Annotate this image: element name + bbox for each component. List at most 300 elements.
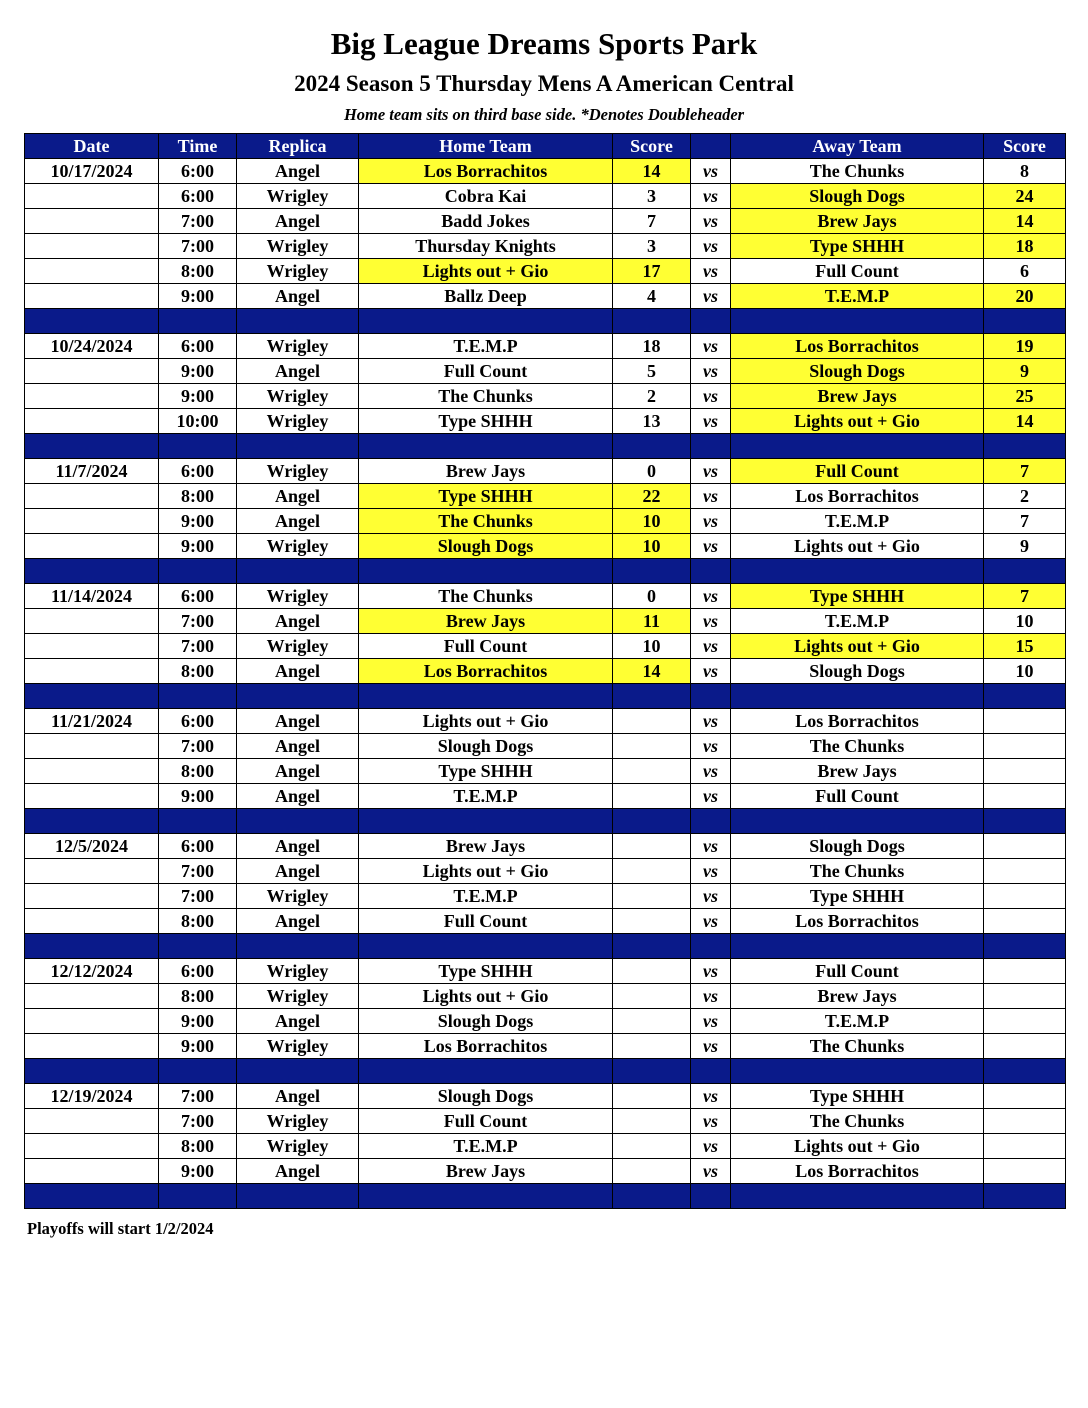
separator-cell xyxy=(159,434,237,459)
table-row xyxy=(25,1159,1066,1184)
away-team-cell: Brew Jays xyxy=(731,984,984,1009)
vs-cell: vs xyxy=(691,709,731,734)
date-cell xyxy=(25,759,159,784)
separator-cell xyxy=(731,809,984,834)
date-cell xyxy=(25,1134,159,1159)
table-row xyxy=(25,634,1066,659)
vs-cell: vs xyxy=(691,184,731,209)
separator-cell xyxy=(237,309,359,334)
separator-cell xyxy=(159,809,237,834)
table-row xyxy=(25,1134,1066,1159)
separator-cell xyxy=(237,434,359,459)
time-cell: 9:00 xyxy=(159,384,237,409)
replica-cell: Angel xyxy=(237,759,359,784)
separator-cell xyxy=(984,1184,1066,1209)
replica-cell: Angel xyxy=(237,284,359,309)
column-header-time: Time xyxy=(159,134,237,159)
separator-cell xyxy=(159,1059,237,1084)
separator-cell xyxy=(731,1184,984,1209)
away-team-cell: Los Borrachitos xyxy=(731,709,984,734)
separator-cell xyxy=(237,1059,359,1084)
separator-cell xyxy=(359,809,613,834)
schedule-table xyxy=(24,133,1066,1209)
time-cell: 9:00 xyxy=(159,509,237,534)
table-row xyxy=(25,234,1066,259)
date-cell: 12/12/2024 xyxy=(25,959,159,984)
home-team-cell: Lights out + Gio xyxy=(359,709,613,734)
separator-cell xyxy=(237,684,359,709)
week-separator-row xyxy=(25,809,1066,834)
away-score-cell: 14 xyxy=(984,409,1066,434)
replica-cell: Wrigley xyxy=(237,259,359,284)
time-cell: 7:00 xyxy=(159,634,237,659)
away-team-cell: Slough Dogs xyxy=(731,659,984,684)
separator-cell xyxy=(359,559,613,584)
week-separator-row xyxy=(25,1059,1066,1084)
home-team-cell: Cobra Kai xyxy=(359,184,613,209)
replica-cell: Wrigley xyxy=(237,409,359,434)
home-team-cell: Full Count xyxy=(359,909,613,934)
vs-cell: vs xyxy=(691,384,731,409)
separator-cell xyxy=(359,1184,613,1209)
away-score-cell: 6 xyxy=(984,259,1066,284)
vs-cell: vs xyxy=(691,609,731,634)
separator-cell xyxy=(25,434,159,459)
separator-cell xyxy=(237,559,359,584)
away-team-cell: The Chunks xyxy=(731,734,984,759)
home-score-cell: 17 xyxy=(613,259,691,284)
away-score-cell: 9 xyxy=(984,359,1066,384)
page-subtitle: 2024 Season 5 Thursday Mens A American Central xyxy=(294,71,794,96)
column-header-vs xyxy=(691,134,731,159)
away-score-cell: 7 xyxy=(984,509,1066,534)
replica-cell: Angel xyxy=(237,1009,359,1034)
home-team-cell: Full Count xyxy=(359,634,613,659)
home-team-cell: Lights out + Gio xyxy=(359,859,613,884)
time-cell: 8:00 xyxy=(159,259,237,284)
separator-cell xyxy=(984,809,1066,834)
home-score-cell xyxy=(613,759,691,784)
table-row xyxy=(25,259,1066,284)
home-score-cell: 0 xyxy=(613,584,691,609)
home-score-cell: 22 xyxy=(613,484,691,509)
home-team-cell: Slough Dogs xyxy=(359,734,613,759)
vs-cell: vs xyxy=(691,984,731,1009)
time-cell: 7:00 xyxy=(159,859,237,884)
away-score-cell xyxy=(984,1034,1066,1059)
table-row xyxy=(25,659,1066,684)
replica-cell: Wrigley xyxy=(237,584,359,609)
home-team-cell: The Chunks xyxy=(359,384,613,409)
page-title: Big League Dreams Sports Park xyxy=(330,26,758,61)
vs-cell: vs xyxy=(691,959,731,984)
schedule-body xyxy=(25,159,1066,1209)
separator-cell xyxy=(159,309,237,334)
away-score-cell: 10 xyxy=(984,659,1066,684)
date-cell xyxy=(25,534,159,559)
home-score-cell xyxy=(613,859,691,884)
table-row xyxy=(25,509,1066,534)
separator-cell xyxy=(731,309,984,334)
home-score-cell xyxy=(613,734,691,759)
table-row xyxy=(25,409,1066,434)
home-score-cell xyxy=(613,1109,691,1134)
time-cell: 7:00 xyxy=(159,884,237,909)
week-separator-row xyxy=(25,684,1066,709)
table-row xyxy=(25,759,1066,784)
away-score-cell: 19 xyxy=(984,334,1066,359)
separator-cell xyxy=(613,1184,691,1209)
date-cell xyxy=(25,234,159,259)
home-score-cell: 10 xyxy=(613,509,691,534)
time-cell: 7:00 xyxy=(159,1084,237,1109)
away-team-cell: The Chunks xyxy=(731,1034,984,1059)
away-team-cell: Brew Jays xyxy=(731,759,984,784)
away-team-cell: Slough Dogs xyxy=(731,834,984,859)
separator-cell xyxy=(359,434,613,459)
away-team-cell: The Chunks xyxy=(731,159,984,184)
time-cell: 6:00 xyxy=(159,584,237,609)
away-team-cell: Lights out + Gio xyxy=(731,634,984,659)
home-team-cell: Brew Jays xyxy=(359,609,613,634)
replica-cell: Wrigley xyxy=(237,459,359,484)
vs-cell: vs xyxy=(691,334,731,359)
home-score-cell xyxy=(613,1084,691,1109)
time-cell: 10:00 xyxy=(159,409,237,434)
replica-cell: Wrigley xyxy=(237,1134,359,1159)
separator-cell xyxy=(237,809,359,834)
home-score-cell xyxy=(613,1034,691,1059)
home-score-cell xyxy=(613,1009,691,1034)
home-score-cell xyxy=(613,884,691,909)
away-score-cell: 7 xyxy=(984,459,1066,484)
time-cell: 7:00 xyxy=(159,209,237,234)
time-cell: 7:00 xyxy=(159,734,237,759)
time-cell: 9:00 xyxy=(159,1009,237,1034)
date-cell xyxy=(25,1109,159,1134)
home-team-cell: Los Borrachitos xyxy=(359,659,613,684)
separator-cell xyxy=(25,934,159,959)
away-team-cell: Type SHHH xyxy=(731,584,984,609)
separator-cell xyxy=(25,684,159,709)
home-score-cell: 5 xyxy=(613,359,691,384)
away-score-cell xyxy=(984,1009,1066,1034)
away-team-cell: Full Count xyxy=(731,784,984,809)
table-row xyxy=(25,909,1066,934)
away-score-cell: 10 xyxy=(984,609,1066,634)
date-cell xyxy=(25,484,159,509)
separator-cell xyxy=(613,1059,691,1084)
away-team-cell: T.E.M.P xyxy=(731,1009,984,1034)
date-cell: 11/21/2024 xyxy=(25,709,159,734)
away-team-cell: Slough Dogs xyxy=(731,359,984,384)
home-score-cell xyxy=(613,909,691,934)
separator-cell xyxy=(613,434,691,459)
date-cell xyxy=(25,509,159,534)
date-cell xyxy=(25,909,159,934)
separator-cell xyxy=(984,934,1066,959)
replica-cell: Angel xyxy=(237,159,359,184)
home-score-cell xyxy=(613,834,691,859)
table-row xyxy=(25,984,1066,1009)
table-row xyxy=(25,784,1066,809)
separator-cell xyxy=(984,559,1066,584)
home-team-cell: Los Borrachitos xyxy=(359,159,613,184)
table-row xyxy=(25,1109,1066,1134)
away-team-cell: T.E.M.P xyxy=(731,609,984,634)
replica-cell: Angel xyxy=(237,509,359,534)
away-score-cell: 7 xyxy=(984,584,1066,609)
vs-cell: vs xyxy=(691,1109,731,1134)
away-team-cell: Lights out + Gio xyxy=(731,534,984,559)
date-cell: 11/14/2024 xyxy=(25,584,159,609)
vs-cell: vs xyxy=(691,284,731,309)
separator-cell xyxy=(691,434,731,459)
table-row xyxy=(25,159,1066,184)
separator-cell xyxy=(25,1059,159,1084)
vs-cell: vs xyxy=(691,1084,731,1109)
home-score-cell: 18 xyxy=(613,334,691,359)
vs-cell: vs xyxy=(691,1034,731,1059)
time-cell: 6:00 xyxy=(159,459,237,484)
home-team-cell: T.E.M.P xyxy=(359,884,613,909)
separator-cell xyxy=(159,1184,237,1209)
home-score-cell xyxy=(613,984,691,1009)
vs-cell: vs xyxy=(691,409,731,434)
separator-cell xyxy=(237,1184,359,1209)
column-header-away-team: Away Team xyxy=(731,134,984,159)
date-cell: 12/5/2024 xyxy=(25,834,159,859)
replica-cell: Angel xyxy=(237,1159,359,1184)
time-cell: 8:00 xyxy=(159,909,237,934)
table-row xyxy=(25,459,1066,484)
home-team-cell: Slough Dogs xyxy=(359,1009,613,1034)
time-cell: 8:00 xyxy=(159,759,237,784)
away-team-cell: T.E.M.P xyxy=(731,509,984,534)
home-team-cell: Thursday Knights xyxy=(359,234,613,259)
home-team-cell: T.E.M.P xyxy=(359,1134,613,1159)
home-team-cell: Full Count xyxy=(359,1109,613,1134)
separator-cell xyxy=(984,684,1066,709)
date-cell: 12/19/2024 xyxy=(25,1084,159,1109)
time-cell: 8:00 xyxy=(159,984,237,1009)
separator-cell xyxy=(237,934,359,959)
time-cell: 9:00 xyxy=(159,1034,237,1059)
replica-cell: Angel xyxy=(237,609,359,634)
separator-cell xyxy=(25,809,159,834)
separator-cell xyxy=(613,309,691,334)
time-cell: 6:00 xyxy=(159,834,237,859)
date-cell xyxy=(25,659,159,684)
time-cell: 9:00 xyxy=(159,784,237,809)
replica-cell: Angel xyxy=(237,734,359,759)
home-score-cell: 13 xyxy=(613,409,691,434)
time-cell: 9:00 xyxy=(159,284,237,309)
table-row xyxy=(25,859,1066,884)
away-team-cell: Lights out + Gio xyxy=(731,409,984,434)
separator-cell xyxy=(613,684,691,709)
date-cell xyxy=(25,859,159,884)
time-cell: 6:00 xyxy=(159,184,237,209)
replica-cell: Angel xyxy=(237,484,359,509)
vs-cell: vs xyxy=(691,584,731,609)
home-team-cell: Slough Dogs xyxy=(359,1084,613,1109)
column-header-replica: Replica xyxy=(237,134,359,159)
vs-cell: vs xyxy=(691,209,731,234)
time-cell: 9:00 xyxy=(159,359,237,384)
vs-cell: vs xyxy=(691,1159,731,1184)
time-cell: 7:00 xyxy=(159,234,237,259)
away-score-cell xyxy=(984,834,1066,859)
home-team-cell: Type SHHH xyxy=(359,759,613,784)
replica-cell: Angel xyxy=(237,784,359,809)
away-team-cell: Los Borrachitos xyxy=(731,909,984,934)
vs-cell: vs xyxy=(691,734,731,759)
separator-cell xyxy=(731,434,984,459)
table-row xyxy=(25,209,1066,234)
replica-cell: Angel xyxy=(237,709,359,734)
vs-cell: vs xyxy=(691,659,731,684)
away-score-cell: 8 xyxy=(984,159,1066,184)
separator-cell xyxy=(731,684,984,709)
vs-cell: vs xyxy=(691,1009,731,1034)
away-score-cell xyxy=(984,734,1066,759)
separator-cell xyxy=(731,934,984,959)
separator-cell xyxy=(691,1184,731,1209)
away-score-cell xyxy=(984,859,1066,884)
replica-cell: Angel xyxy=(237,909,359,934)
separator-cell xyxy=(691,809,731,834)
playoffs-note: Playoffs will start 1/2/2024 xyxy=(27,1219,214,1238)
separator-cell xyxy=(159,559,237,584)
home-team-cell: Brew Jays xyxy=(359,1159,613,1184)
replica-cell: Wrigley xyxy=(237,959,359,984)
home-team-cell: Badd Jokes xyxy=(359,209,613,234)
vs-cell: vs xyxy=(691,884,731,909)
home-team-cell: Brew Jays xyxy=(359,834,613,859)
away-team-cell: Lights out + Gio xyxy=(731,1134,984,1159)
home-score-cell xyxy=(613,959,691,984)
replica-cell: Wrigley xyxy=(237,234,359,259)
vs-cell: vs xyxy=(691,834,731,859)
home-team-cell: Type SHHH xyxy=(359,484,613,509)
home-score-cell xyxy=(613,1159,691,1184)
away-team-cell: Brew Jays xyxy=(731,209,984,234)
away-team-cell: Type SHHH xyxy=(731,234,984,259)
replica-cell: Wrigley xyxy=(237,384,359,409)
home-score-cell: 3 xyxy=(613,184,691,209)
replica-cell: Wrigley xyxy=(237,534,359,559)
away-team-cell: Type SHHH xyxy=(731,1084,984,1109)
table-row xyxy=(25,734,1066,759)
away-score-cell xyxy=(984,709,1066,734)
date-cell xyxy=(25,259,159,284)
replica-cell: Wrigley xyxy=(237,884,359,909)
replica-cell: Angel xyxy=(237,834,359,859)
column-header-home-score: Score xyxy=(613,134,691,159)
away-team-cell: The Chunks xyxy=(731,1109,984,1134)
page-note: Home team sits on third base side. *Denotes Doubleheader xyxy=(343,105,745,124)
home-team-cell: The Chunks xyxy=(359,584,613,609)
away-score-cell xyxy=(984,1159,1066,1184)
away-team-cell: The Chunks xyxy=(731,859,984,884)
table-row xyxy=(25,884,1066,909)
away-score-cell: 20 xyxy=(984,284,1066,309)
home-score-cell: 7 xyxy=(613,209,691,234)
table-row xyxy=(25,534,1066,559)
week-separator-row xyxy=(25,1184,1066,1209)
home-team-cell: Brew Jays xyxy=(359,459,613,484)
home-score-cell: 10 xyxy=(613,634,691,659)
separator-cell xyxy=(359,309,613,334)
separator-cell xyxy=(984,1059,1066,1084)
separator-cell xyxy=(25,1184,159,1209)
date-cell xyxy=(25,609,159,634)
away-score-cell: 14 xyxy=(984,209,1066,234)
separator-cell xyxy=(25,309,159,334)
replica-cell: Wrigley xyxy=(237,1109,359,1134)
time-cell: 8:00 xyxy=(159,659,237,684)
date-cell: 10/24/2024 xyxy=(25,334,159,359)
separator-cell xyxy=(159,684,237,709)
home-team-cell: Type SHHH xyxy=(359,409,613,434)
table-row xyxy=(25,584,1066,609)
away-team-cell: Los Borrachitos xyxy=(731,1159,984,1184)
time-cell: 6:00 xyxy=(159,709,237,734)
vs-cell: vs xyxy=(691,784,731,809)
away-score-cell: 18 xyxy=(984,234,1066,259)
away-score-cell xyxy=(984,1134,1066,1159)
home-score-cell: 14 xyxy=(613,659,691,684)
home-team-cell: Ballz Deep xyxy=(359,284,613,309)
date-cell xyxy=(25,1159,159,1184)
replica-cell: Angel xyxy=(237,1084,359,1109)
date-cell xyxy=(25,884,159,909)
date-cell xyxy=(25,734,159,759)
time-cell: 9:00 xyxy=(159,534,237,559)
time-cell: 8:00 xyxy=(159,484,237,509)
date-cell xyxy=(25,184,159,209)
home-team-cell: Lights out + Gio xyxy=(359,259,613,284)
replica-cell: Wrigley xyxy=(237,984,359,1009)
vs-cell: vs xyxy=(691,534,731,559)
time-cell: 7:00 xyxy=(159,1109,237,1134)
separator-cell xyxy=(613,809,691,834)
separator-cell xyxy=(731,559,984,584)
home-score-cell: 10 xyxy=(613,534,691,559)
away-team-cell: Full Count xyxy=(731,459,984,484)
home-score-cell: 11 xyxy=(613,609,691,634)
home-score-cell xyxy=(613,1134,691,1159)
home-score-cell: 2 xyxy=(613,384,691,409)
week-separator-row xyxy=(25,309,1066,334)
home-team-cell: Type SHHH xyxy=(359,959,613,984)
time-cell: 6:00 xyxy=(159,959,237,984)
away-score-cell: 15 xyxy=(984,634,1066,659)
separator-cell xyxy=(691,684,731,709)
separator-cell xyxy=(359,1059,613,1084)
vs-cell: vs xyxy=(691,909,731,934)
table-row xyxy=(25,384,1066,409)
table-row xyxy=(25,184,1066,209)
replica-cell: Wrigley xyxy=(237,634,359,659)
away-score-cell xyxy=(984,1084,1066,1109)
column-header-home-team: Home Team xyxy=(359,134,613,159)
vs-cell: vs xyxy=(691,359,731,384)
away-team-cell: Full Count xyxy=(731,959,984,984)
away-team-cell: Los Borrachitos xyxy=(731,334,984,359)
separator-cell xyxy=(691,559,731,584)
